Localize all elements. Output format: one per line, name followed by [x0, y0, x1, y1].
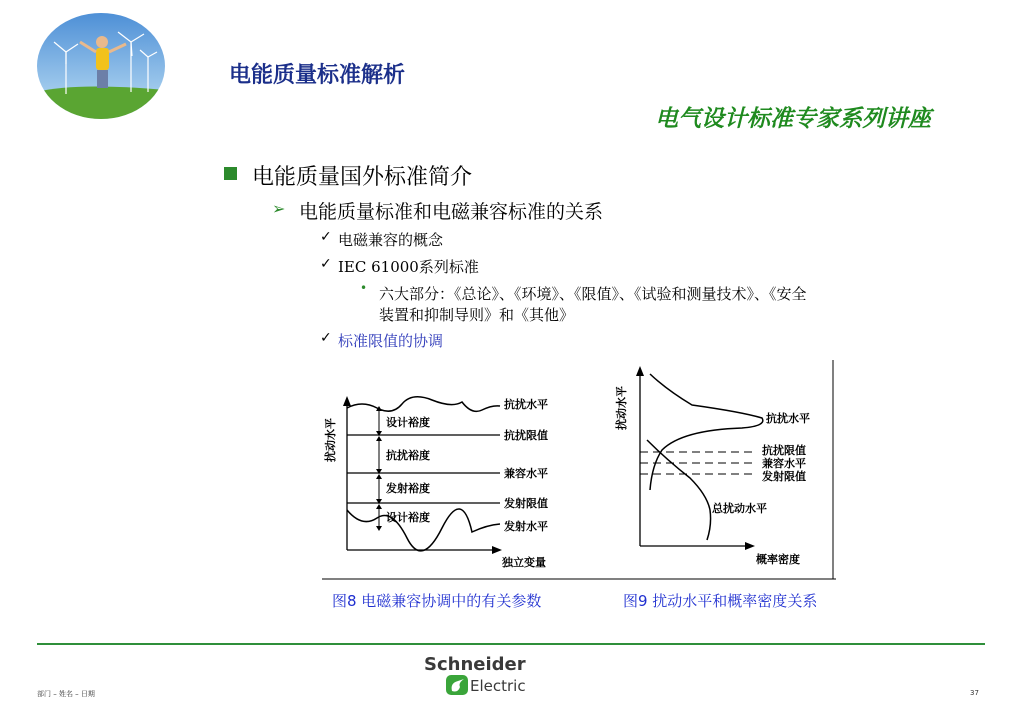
brand-subname: Electric	[470, 677, 526, 695]
fig9-level-label: 抗扰水平	[766, 412, 810, 425]
emc-figures	[322, 360, 836, 582]
fig8-level-label: 发射水平	[504, 520, 548, 533]
heading-level2: 电能质量标准和电磁兼容标准的关系	[299, 201, 604, 223]
figure8-caption: 图8 电磁兼容协调中的有关参数	[332, 592, 542, 610]
figure8	[323, 396, 548, 569]
arrow-bullet-icon: ➢	[272, 199, 286, 218]
fig9-level-label: 抗扰限值	[762, 444, 806, 457]
footer-info: 部门 – 姓名 – 日期	[37, 690, 95, 698]
check-bullet-icon: ✓	[320, 330, 332, 346]
fig8-margin-label: 发射裕度	[386, 482, 430, 495]
list-item: IEC 61000系列标准	[338, 258, 479, 276]
header-photo	[36, 12, 166, 120]
fig8-margin-label: 抗扰裕度	[386, 449, 430, 462]
list-item: 电磁兼容的概念	[338, 231, 444, 249]
square-bullet-icon	[224, 167, 237, 180]
fig8-level-label: 抗扰限值	[504, 429, 548, 442]
page-title: 电能质量标准解析	[229, 63, 406, 88]
dot-bullet-icon: •	[360, 281, 368, 295]
schneider-electric-logo	[422, 653, 542, 699]
fig9-level-label: 发射限值	[762, 470, 806, 483]
series-title: 电气设计标准专家系列讲座	[655, 106, 931, 132]
figure9	[614, 366, 810, 566]
sub-list-item-line2: 装置和抑制导则》和《其他》	[379, 306, 575, 324]
fig8-margin-label: 设计裕度	[386, 416, 430, 429]
brand-name: Schneider	[424, 654, 526, 675]
fig8-xlabel: 独立变量	[502, 556, 546, 569]
fig8-margin-label: 设计裕度	[386, 511, 430, 524]
list-item-highlight: 标准限值的协调	[338, 332, 444, 350]
sub-list-item-line1: 六大部分：《总论》、《环境》、《限值》、《试验和测量技术》、《安全	[379, 285, 807, 303]
figure9-caption: 图9 扰动水平和概率密度关系	[623, 592, 818, 610]
fig8-ylabel: 扰动水平	[324, 418, 337, 462]
check-bullet-icon: ✓	[320, 229, 332, 245]
fig8-level-label: 发射限值	[504, 497, 548, 510]
page-number: 37	[970, 689, 979, 697]
check-bullet-icon: ✓	[320, 256, 332, 272]
fig8-level-label: 兼容水平	[504, 467, 548, 480]
fig9-ylabel: 扰动水平	[615, 386, 628, 430]
heading-level1: 电能质量国外标准简介	[252, 165, 473, 190]
fig9-xlabel: 概率密度	[756, 553, 800, 566]
footer-divider	[37, 643, 985, 645]
fig9-level-label: 兼容水平	[762, 457, 806, 470]
fig8-level-label: 抗扰水平	[504, 398, 548, 411]
brand-mark-icon	[446, 675, 468, 695]
fig9-level-label: 总扰动水平	[712, 502, 767, 515]
